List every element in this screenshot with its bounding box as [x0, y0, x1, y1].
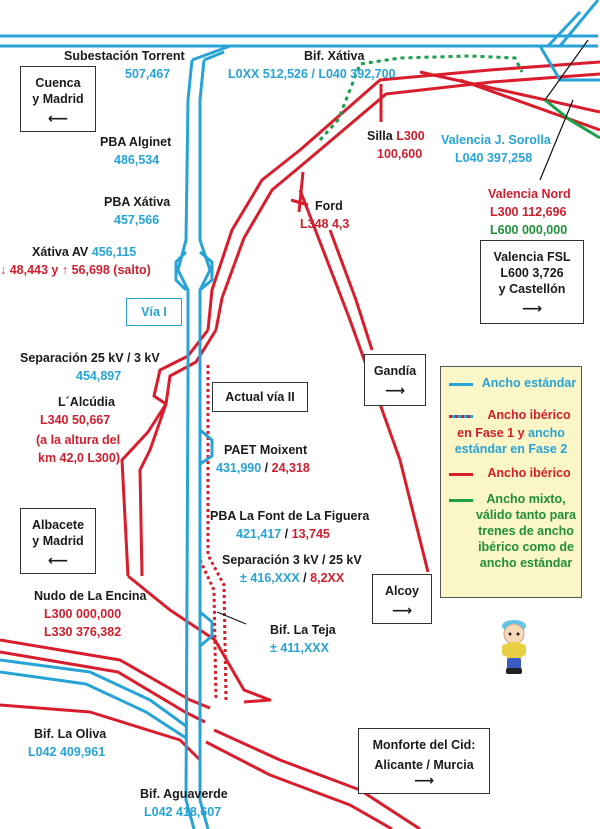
oliva-branch-a — [0, 660, 186, 726]
box-albacete-line1: Albacete — [31, 518, 85, 532]
label-subestacion-torrent: Subestación Torrent — [64, 49, 185, 63]
label-xativa-av: Xátiva AV — [32, 245, 89, 259]
note-lalcudia-1: (a la altura del — [36, 433, 121, 447]
label-pba-font: PBA La Font de La Figuera — [210, 509, 370, 523]
label-separacion-3-25: Separación 3 kV / 25 kV — [222, 553, 362, 567]
box-monforte-line1: Monforte del Cid: — [372, 738, 476, 752]
pointer-teja — [217, 612, 246, 624]
arrow-right-icon: ⟶ — [413, 772, 435, 788]
pointer-sorolla — [545, 40, 588, 100]
box-valencia-fsl — [480, 240, 584, 324]
legend-row-mixed — [447, 491, 577, 571]
slash-paet-moixent: / — [264, 461, 269, 475]
box-monforte — [358, 728, 490, 794]
box-gandia — [364, 354, 426, 406]
km-silla: 100,600 — [377, 147, 423, 161]
arrow-left-icon: ⟵ — [47, 110, 69, 126]
legend-label-iberian: Ancho ibérico — [487, 466, 571, 480]
legend-label-phase-d: estándar en Fase 2 — [454, 442, 568, 456]
legend — [440, 366, 582, 598]
moixent-loop — [200, 430, 212, 464]
box-cuenca-madrid — [20, 66, 96, 132]
legend-row-standard — [447, 375, 577, 391]
km-paet-moixent-std: 431,990 — [216, 461, 262, 475]
km-bif-teja: ± 411,XXX — [270, 641, 329, 655]
legend-swatch-standard — [449, 383, 473, 386]
label-ford: Ford — [315, 199, 343, 213]
teja-loop — [200, 612, 212, 646]
label-bif-teja: Bif. La Teja — [270, 623, 336, 637]
box-gandia-line1: Gandía — [373, 364, 417, 378]
legend-label-mixed: Ancho mixto, válido tanto para trenes de ancho ibérico como de ancho estándar — [475, 492, 577, 570]
label-separacion-25-3: Separación 25 kV / 3 kV — [20, 351, 160, 365]
km-pba-font-row — [236, 526, 330, 542]
label-silla: Silla — [367, 129, 393, 143]
km-lalcudia: L340 50,667 — [40, 413, 111, 427]
label-pba-alginet: PBA Alginet — [100, 135, 172, 149]
km-pba-alginet: 486,534 — [114, 153, 160, 167]
arrow-left-icon: ⟵ — [47, 552, 69, 568]
box-cuenca-line1: Cuenca — [35, 76, 81, 90]
line-silla: L300 — [396, 129, 425, 143]
km-pba-font-std: 421,417 — [236, 527, 282, 541]
km-paet-moixent-row — [216, 460, 310, 476]
legend-swatch-phase — [449, 415, 473, 418]
km-valencia-nord-2: L600 000,000 — [490, 223, 568, 237]
label-pba-xativa: PBA Xátiva — [104, 195, 171, 209]
km-valencia-sorolla: L040 397,258 — [455, 151, 533, 165]
note-lalcudia-2: km 42,0 L300) — [38, 451, 120, 465]
km-separacion-25-3: 454,897 — [76, 369, 122, 383]
line-l300-south-b — [140, 404, 166, 576]
km-separacion-3-25-std: ± 416,XXX — [240, 571, 300, 585]
km-pba-font-ib: 13,745 — [291, 527, 330, 541]
label-nudo-encina: Nudo de La Encina — [34, 589, 147, 603]
label-lalcudia: L´Alcúdia — [58, 395, 115, 409]
box-cuenca-line2: y Madrid — [32, 92, 84, 106]
legend-label-phase-c: ancho — [528, 426, 565, 440]
legend-swatch-iberian — [449, 473, 473, 476]
box-via-i: Vía I — [126, 298, 182, 326]
box-valencia-fsl-line2: L600 3,726 — [500, 266, 564, 280]
person-figure — [502, 620, 526, 674]
slash-pba-font: / — [284, 527, 289, 541]
km-separacion-3-25-ib: 8,2XX — [310, 571, 345, 585]
km-bif-oliva: L042 409,961 — [28, 745, 106, 759]
label-bif-xativa: Bif. Xátiva — [304, 49, 365, 63]
legend-swatch-mixed — [449, 499, 473, 502]
km-separacion-3-25-row — [240, 570, 344, 586]
label-paet-moixent: PAET Moixent — [224, 443, 308, 457]
label-xativa-av-row — [32, 244, 136, 260]
line-gandia — [330, 230, 372, 350]
km-pba-xativa: 457,566 — [114, 213, 160, 227]
encina-west-a — [0, 640, 210, 708]
km-bif-xativa: L0XX 512,526 / L040 392,700 — [228, 67, 396, 81]
box-albacete-line2: y Madrid — [32, 534, 84, 548]
label-bif-oliva: Bif. La Oliva — [34, 727, 107, 741]
legend-phase-block — [445, 425, 577, 457]
arrow-right-icon: ⟶ — [384, 382, 406, 398]
line-l300-south-a — [122, 404, 166, 576]
box-alcoy-line1: Alcoy — [384, 584, 420, 598]
km-nudo-encina-2: L330 376,382 — [44, 625, 122, 639]
km-nudo-encina-1: L300 000,000 — [44, 607, 122, 621]
km-valencia-nord-1: L300 112,696 — [490, 205, 567, 219]
box-monforte-line2: Alicante / Murcia — [374, 758, 474, 772]
legend-row-phase — [447, 407, 577, 423]
box-valencia-fsl-line3: y Castellón — [498, 282, 566, 296]
slash-separacion-3-25: / — [303, 571, 307, 585]
label-bif-aguaverde: Bif. Aguaverde — [140, 787, 228, 801]
label-valencia-nord: Valencia Nord — [488, 187, 571, 201]
box-actual-via-ii: Actual vía II — [212, 382, 308, 412]
label-valencia-sorolla: Valencia J. Sorolla — [441, 133, 551, 147]
km-xativa-av: 456,115 — [91, 245, 137, 259]
arrow-right-icon: ⟶ — [391, 602, 413, 618]
legend-label-phase-b: en Fase 1 y — [457, 426, 525, 440]
box-valencia-fsl-line1: Valencia FSL — [493, 250, 571, 264]
line-valencia-nord-b — [460, 80, 600, 130]
legend-label-phase-a: Ancho ibérico — [487, 408, 571, 422]
km-bif-aguaverde: L042 418,607 — [144, 805, 222, 819]
line-valencia-nord — [420, 72, 600, 112]
actual-via-ii-dotted — [208, 365, 226, 700]
box-alcoy — [372, 574, 432, 624]
km-subestacion-torrent: 507,467 — [125, 67, 171, 81]
box-albacete-madrid — [20, 508, 96, 574]
km-paet-moixent-ib: 24,318 — [271, 461, 310, 475]
label-silla-row — [367, 128, 425, 144]
sorolla-curve — [560, 0, 598, 46]
legend-row-iberian — [447, 465, 577, 481]
km-xativa-av-salto: ↓ 48,443 y ↑ 56,698 (salto) — [0, 263, 151, 277]
arrow-right-icon: ⟶ — [521, 300, 543, 316]
km-ford: L348 4,3 — [300, 217, 350, 231]
encina-west-b — [0, 652, 205, 722]
legend-label-standard: Ancho estándar — [481, 376, 577, 390]
